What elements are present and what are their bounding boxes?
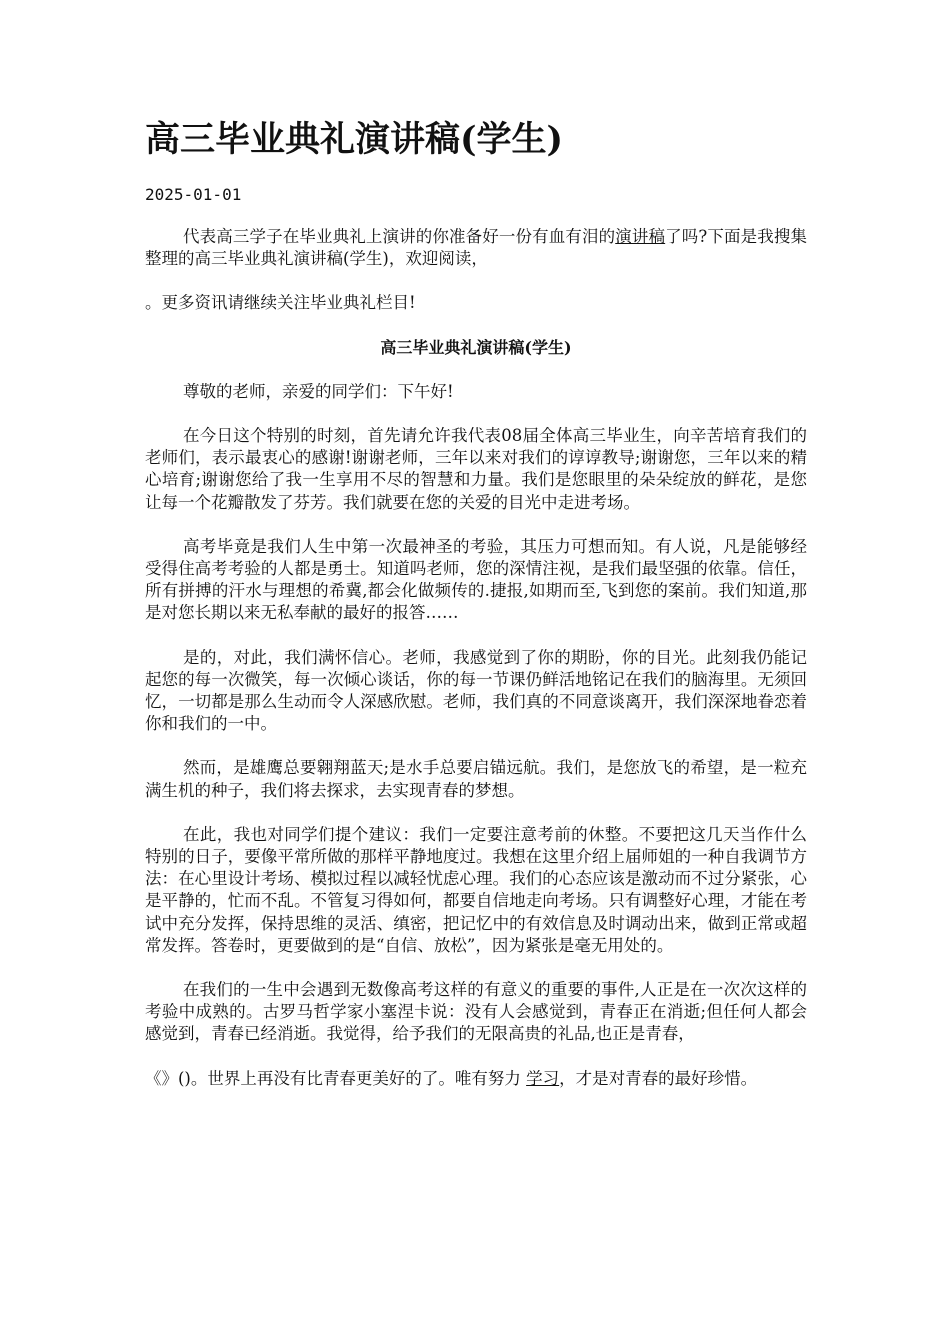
body-paragraph: 在此，我也对同学们提个建议：我们一定要注意考前的休整。不要把这几天当作什么特别的日子，要像平常所做的那样平静地度过。我想在这里介绍上届师姐的一种自我调节方法：在心里设计考场、模拟过程以减轻忧虑心理。我们的心态应该是激动而不过分紧张，心是平静的，忙而不乱。不管复习得如何，都要自信地走向考场。只有调整好心理，才能在考试中充分发挥，保持思维的灵活、缜密，把记忆中的有效信息及时调动出来，做到正常或超常发挥。答卷时，更要做到的是“自信、放松”，因为紧张是毫无用处的。 (145, 824, 807, 955)
section-heading: 高三毕业典礼演讲稿(学生) (380, 337, 572, 357)
intro-text-after: 了吗?下面是我搜集整理的高三毕业典礼演讲稿(学生)，欢迎阅读， (145, 227, 808, 269)
body-paragraph: 是的，对此，我们满怀信心。老师，我感觉到了你的期盼，你的目光。此刻我仍能记起您的每一次微笑，每一次倾心谈话，你的每一节课仍鲜活地铭记在我们的脑海里。无须回忆，一切都是那么生动而令人深感欣慰。老师，我们真的不同意谈离开，我们深深地眷恋着你和我们的一中。 (145, 647, 807, 734)
intro-paragraph (145, 226, 807, 270)
body-paragraph: 然而，是雄鹰总要翱翔蓝天;是水手总要启锚远航。我们，是您放飞的希望，是一粒充满生机的种子，我们将去探求，去实现青春的梦想。 (145, 758, 807, 800)
body-paragraph: 尊敬的老师，亲爱的同学们：下午好! (182, 381, 454, 401)
document-title: 高三毕业典礼演讲稿(学生) (145, 119, 564, 160)
body-paragraph: 高考毕竟是我们人生中第一次最神圣的考验，其压力可想而知。有人说，凡是能够经受得住高考考验的人都是勇士。知道吗老师，您的深情注视，是我们最坚强的依靠。信任，所有拼搏的汗水与理想的希冀,都会化做频传的.捷报,如期而至,飞到您的案前。我们知道,那是对您长期以来无私奉献的最好的报答…… (145, 536, 807, 623)
document-page (145, 118, 807, 1090)
body-paragraph: 在今日这个特别的时刻，首先请允许我代表08届全体高三毕业生，向辛苦培育我们的老师们，表示最衷心的感谢!谢谢老师，三年以来对我们的谆谆教导;谢谢您，三年以来的精心培育;谢谢您给了我一生享用不尽的智慧和力量。我们是您眼里的朵朵绽放的鲜花，是您让每一个花瓣散发了芬芳。我们就要在您的关爱的目光中走进考场。 (145, 426, 807, 512)
intro-text-before: 代表高三学子在毕业典礼上演讲的你准备好一份有血有泪的 (182, 227, 616, 246)
closing-paragraph (145, 1068, 807, 1090)
study-link[interactable]: 学习 (526, 1068, 560, 1088)
publish-date: 2025-01-01 (145, 185, 242, 204)
closing-text-before: 《》()。世界上再没有比青春更美好的了。唯有努力 (145, 1068, 527, 1088)
more-info-line: 。更多资讯请继续关注毕业典礼栏目! (145, 293, 416, 313)
speech-link[interactable]: 演讲稿 (615, 227, 666, 246)
body-paragraph: 在我们的一生中会遇到无数像高考这样的有意义的重要的事件,人正是在一次次这样的考验中成熟的。古罗马哲学家小塞涅卡说：没有人会感觉到，青春正在消逝;但任何人都会感觉到，青春已经消逝。我觉得，给予我们的无限高贵的礼品,也正是青春， (145, 980, 807, 1044)
closing-text-after: ，才是对青春的最好珍惜。 (559, 1068, 758, 1088)
